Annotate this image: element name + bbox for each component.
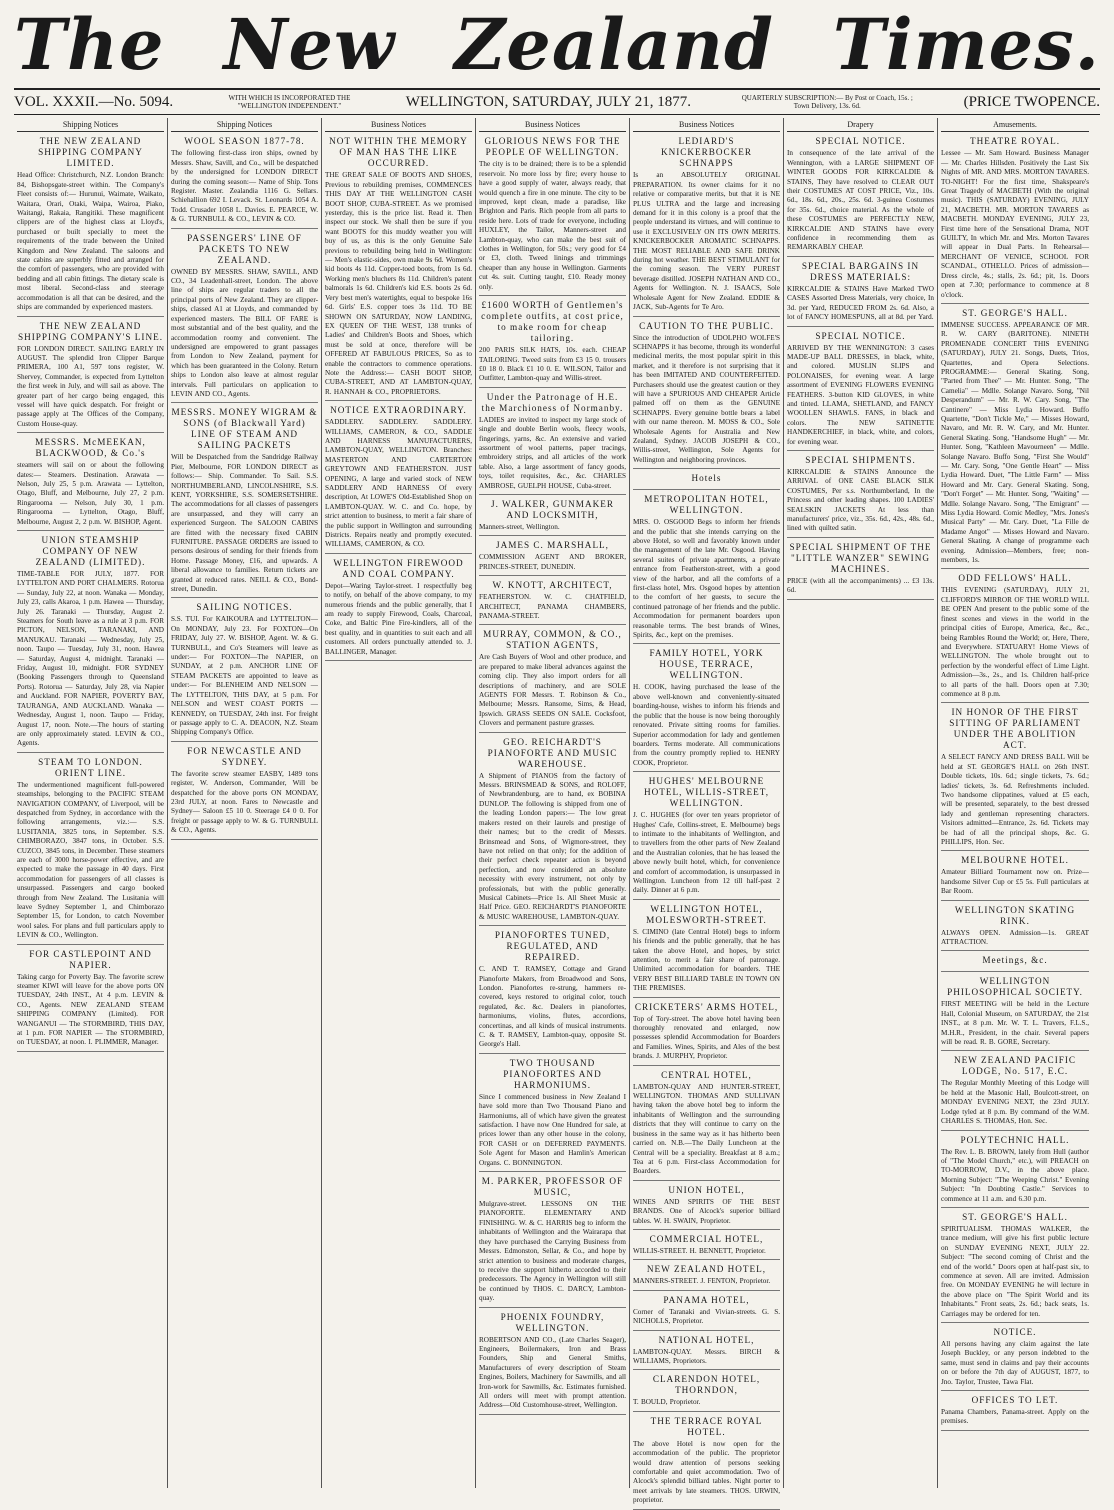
advertisement [941,976,1089,1051]
advertisement-heading: Under the Patronage of H.E. the Marchioness of Normanby. [481,391,624,413]
advertisement-heading: ST. GEORGE'S HALL. [962,307,1068,318]
advertisement [941,955,1089,972]
masthead-word: The [14,3,165,86]
masthead-word: Zealand [454,3,774,86]
advertisement-heading: J. WALKER, GUNMAKER AND LOCKSMITH, [491,498,614,520]
advertisement [479,136,626,296]
advertisement-body: The undermentioned magnificent full-powered steamships, belonging to the PACIFIC STEAM NAVIGATION COMPANY, of Liverpool, will be despatched from Sydney, in accordance with the following arrangements, viz.:— S.S. LUSITANIA, 3825 tons, in September. S.S. CHIMBORAZO, 3847 tons, in October. S.S. CUZCO, 3845 tons, in December. These steamers are each of 3000 horse-power effective, and are expected to make the passage in 40 days. First accommodation for passengers of all classes is unsurpassed. Passengers and cargo booked through from New Zealand. The Lusitania will leave Sydney September 1, and Chimborazo September 15, for London, to catch November wool sales. For plans and full particulars apply to LEVIN & CO., Wellington. [17,780,164,940]
advertisement [479,629,626,732]
advertisement [787,261,934,327]
advertisement-body: 200 PARIS SILK HATS, 10s. each. CHEAP TAILORING. Tweed suits from £3 15 0. trousers £0 18 0. Black £1 10 0. E. WILSON, Tailor and Outfitter, Lambton-quay and Willis-street. [479,346,626,383]
advertisement-heading: PANAMA HOTEL, [663,1294,750,1305]
advertisement [17,321,164,434]
advertisement-body: FOR LONDON DIRECT. SAILING EARLY IN AUGUST. The splendid Iron Clipper Barque PRIMERA, 100 A1, 597 tons register, W. Shervey, Commander, is expected from Lyttelton the first week in July, and will sail as above. The greater part of her cargo being engaged, this vessel will have quick despatch. For freight or passage apply at The Offices of the Company, Custom House-quay. [17,344,164,428]
advertisement [325,136,472,401]
advertisement [479,1176,626,1307]
column-5 [630,118,784,1505]
advertisement-heading: OFFICES TO LET. [971,1395,1059,1406]
advertisement [633,1185,780,1230]
advertisement-heading: NOTICE EXTRAORDINARY. [330,405,467,416]
advertisement-body: Will be Despatched from the Sandridge Railway Pier, Melbourne, FOR LONDON DIRECT as follows:— Ship. Commander. To Sail. S.S. NORTHUMBERLAND, LINCOLNSHIRE, S.S. KENT, YORKSHIRE, S.S. SOMERSETSHIRE. The accommodations for all classes of passengers are unsurpassed, and they will carry an experienced Surgeon. The SALOON CABINS are fitted with the necessary fixed CABIN FURNITURE. PASSAGE ORDERS are issued to persons desirous of sending for their friends from Home. Passage Money, £16, and upwards. A liberal allowance to families. Return tickets are granted at reduced rates. NEILL & CO., Bond-street, Dunedin. [171,453,318,594]
advertisement-body: SADDLERY. SADDLERY. SADDLERY. WILLIAMS, CAMERON, & CO., SADDLE AND HARNESS MANUFACTURERS, LAMBTON-QUAY, WELLINGTON. Branches: MASTERTON AND CARTERTON GREYTOWN AND FEATHERSTON. JUST OPENING, A large and varied stock of NEW SADDLERY AND HARNESS Of every description, At LOWE'S Old-Established Shop on LAMBTON-QUAY. W. C. and Co. hope, by strict attention to business, to merit a fair share of the public support in Wellington and surrounding Districts. Repairs neatly and promptly executed. WILLIAMS, CAMERON, & CO. [325,418,473,549]
advertisement-heading: WOOL SEASON 1877-78. [184,136,305,147]
advertisement [633,1234,780,1260]
advertisement-body: ROBERTSON AND CO., (Late Charles Seager), Engineers, Boilermakers, Iron and Brass Founders, Ship and General Smiths, Manufacturers of every description of Steam Engines, Boilers, Machinery for Sawmills, and all Iron-work for Sawmills, &c. Estimates furnished. All orders will meet with prompt attention. Address—Old Customhouse-street, Wellington. [479,1335,626,1410]
advertisement-heading: THE NEW ZEALAND SHIPPING COMPANY'S LINE. [17,320,164,342]
advertisement-body: Amateur Billiard Tournament now on. Prize—handsome Silver Cup or £5 5s. Full particulars at Bar Room. [941,868,1089,896]
advertisement [479,300,626,388]
advertisement [479,1058,626,1172]
advertisement-heading: ODD FELLOWS' HALL. [958,573,1072,584]
advertisement-heading: WELLINGTON FIREWOOD AND COAL COMPANY. [333,557,464,579]
advertisement [479,392,626,495]
advertisement [941,1395,1089,1431]
column-4 [476,118,630,1488]
advertisement-heading: POLYTECHNIC HALL. [960,1134,1070,1145]
advertisement-body: Corner of Taranaki and Vivian-streets. G. S. NICHOLLS, Proprietor. [633,1307,780,1326]
advertisement [479,580,626,625]
advertisement-heading: FOR CASTLEPOINT AND NAPIER. [29,948,152,970]
advertisement-body: In consequence of the late arrival of the Wennington, with a LARGE SHIPMENT OF WINTER GOODS FOR KIRKCALDIE & STAINS, They have resolved to CLEAR OUT their COSTUMES AT COST PRICE, Viz., 10s. 6d., 18s. 6d., 20s., 25s. 6d. 3-guinea Costumes for 35s. 6d., choice material. As the whole of these COSTUMES are PERFECTLY NEW, KIRKCALDIE AND STAINS have every confidence in recommending them as REMARKABLY CHEAP. [787,149,934,252]
advertisement-heading: MELBOURNE HOTEL. [961,855,1069,866]
advertisement-body: KIRKCALDIE & STAINS Announce the ARRIVAL of ONE CASE BLACK SILK COSTUMES, Per s.s. Northumberland, In the Princess and other leading shapes. 100 LADIES' SEALSKIN JACKETS At less than manufacturers' price, viz., 35s. 6d., 42s., 48s. 6d., lined with quilted satin. [787,467,934,533]
advertisement-body: LAMBTON-QUAY AND HUNTER-STREET, WELLINGTON. THOMAS AND SULLIVAN having taken the above hotel beg to inform the inhabitants of Wellington and the surrounding districts that they will continue to carry on the business in the same way as it has hitherto been carried on. N.B.—The Daily Luncheon at the Central will be a speciality. Breakfast at 8 a.m.; Tea at 6 p.m. First-class Accommodation for Boarders. [633,1082,780,1176]
advertisement-heading: CRICKETERS' ARMS HOTEL, [634,1001,779,1012]
advertisement-heading: WELLINGTON PHILOSOPHICAL SOCIETY. [947,976,1083,998]
advertisement-heading: NEW ZEALAND PACIFIC LODGE, No. 517, E.C. [953,1055,1077,1077]
advertisement-heading: NATIONAL HOTEL, [658,1334,755,1345]
advertisement-heading: M. PARKER, PROFESSOR OF MUSIC, [481,1176,624,1198]
section-heading: Business Notices [479,118,626,132]
advertisement [633,1002,780,1066]
advertisement-heading: MESSRS. MONEY WIGRAM & SONS (of Blackwall Yard) LINE OF STEAM AND SAILING PACKETS [171,407,318,451]
incorporated-note: WITH WHICH IS INCORPORATED THE "WELLINGTON INDEPENDENT." [228,94,351,110]
advertisement-body: WINES AND SPIRITS OF THE BEST BRANDS. One of Alcock's superior billiard tables. W. H. SWAIN, Proprietor. [633,1197,780,1225]
advertisement-heading: IN HONOR OF THE FIRST SITTING OF PARLIAMENT UNDER THE ABOLITION ACT. [949,707,1081,751]
advertisement-body: SPIRITUALISM. THOMAS WALKER, the trance medium, will give his first public lecture on SUNDAY EVENING NEXT, JULY 22. Subject: "The second coming of Christ and the end of the world." Doors open at half-past six, to commence at seven. All are invited. Admission free. On MONDAY EVENING he will lecture in the above place on "The Spirit World and its Inhabitants." Front seats, 2s. 6d.; back seats, 1s. Carriages may be ordered for ten. [941,1224,1089,1318]
advertisement-heading: PHOENIX FOUNDRY, WELLINGTON. [500,1311,605,1333]
advertisement [17,535,164,753]
advertisement [941,1327,1089,1391]
advertisement-heading: NEW ZEALAND HOTEL, [646,1264,767,1275]
advertisement-body: All persons having any claim against the late Joseph Buckley, or any person indebted to the same, must send in claims and pay their accounts on or before the 7th day of AUGUST, 1877, to Jno. Taylor, Trustee, Tawa Flat. [941,1340,1089,1386]
advertisement-body: PRICE (with all the accompaniments) ... £3 13s. 6d. [787,576,934,595]
advertisement-heading: SAILING NOTICES. [196,602,293,613]
advertisement-body: S. CIMINO (late Central Hotel) begs to inform his friends and the public generally, that he has taken the above Hotel, and hopes, by strict attention, to merit a fair share of patronage. Unlimited accommodation for boarders. THE VERY BEST BILLIARD TABLE IN TOWN ON THE PREMISES. [633,927,780,993]
advertisement-body: FEATHERSTON. W. C. CHATFIELD, ARCHITECT, PANAMA CHAMBERS, PANAMA-STREET. [479,593,626,620]
advertisement-heading: NOTICE. [993,1327,1037,1337]
advertisement-body: The Regular Monthly Meeting of this Lodge will be held at the Masonic Hall, Boulcott-street, on MONDAY EVENING NEXT, the 23rd JULY. Lodge tyled at 8 p.m. By command of the W.M. CHARLES S. THOMAS, Hon. Sec. [941,1079,1089,1126]
advertisement [633,648,780,772]
advertisement-body: The Rev. L. B. BROWN, lately from Hull (author of "The Model Church," etc.), will PREACH on TO-MORROW, D.V., in the above place. Morning Subject: "The Weeping Christ." Evening Subject: "In Doubting Castle." Services to commence at 11 a.m. and 6.30 p.m. [941,1147,1089,1203]
advertisement-heading: UNION STEAMSHIP COMPANY OF NEW ZEALAND (LIMITED). [35,535,146,567]
advertisement [633,776,780,900]
advertisement-body: A Shipment of PIANOS from the factory of Messrs. BRINSMEAD & SONS, and ROLOFF, of Newbrandenburg, are to hand, ex BOBINA DUNLOP. The following is shipped from one of the leading London papers:— The low great makers rested on their laurels and prestige of their names; but to the credit of Messrs. Brinsmead and Sons, of Wigmore-street, they have not relied on that only; for the addition of their perfect check repeater action is beyond perfection, and now considered an absolute necessity with every instrument, not only by professionals, but with the public generally. Musical Cabinets—Price 1s. All Sheet Music at Half Price. GEO. REICHARDT'S PIANOFORTE & MUSIC WAREHOUSE, LAMBTON-QUAY. [479,771,626,921]
column-6 [784,118,938,1488]
section-heading: Business Notices [633,118,780,132]
masthead-word: Times. [832,3,1100,86]
advertisement-heading: GLORIOUS NEWS FOR THE PEOPLE OF WELLINGTON. [484,136,621,158]
advertisement [633,1374,780,1411]
advertisement [171,233,318,404]
advertisement-body: The favorite screw steamer EASBY, 1489 tons register, W. Anderson, Commander, Will be despatched for the above ports ON MONDAY, 23rd JULY, at noon. Fares to Newcastle and Sydney— Saloon £5 10 0. Steerage £4 0 0. For freight or passage apply to W. & G. TURNBULL & CO., Agents. [171,769,318,835]
advertisement-heading: JAMES C. MARSHALL, [496,540,609,551]
column-2 [168,118,322,1488]
advertisement [941,1212,1089,1323]
volume-number: VOL. XXXII.—No. 5094. [14,93,174,110]
advertisement [479,930,626,1054]
advertisement-body: OWNED BY MESSRS. SHAW, SAVILL, AND CO., 34 Leadenhall-street, London. The above line of ships are regular traders to all the principal ports of New Zealand. They are clipper-ships, classed A1 at Lloyds, and commanded by experienced masters. The BILL OF FARE is most substantial and of the best quality, and the accommodation roomy and convenient. The undersigned are empowered to grant passages from London to New Zealand, payment for which has been guaranteed in the Colony. Return ships to London also leave at almost regular intervals. Full particulars on application to LEVIN AND CO., Agents. [171,267,318,398]
advertisement [633,1264,780,1290]
advertisement [17,757,164,945]
advertisement-body: MRS. O. OSGOOD Begs to inform her friends and the public that she intends carrying on the above Hotel, so well and favorably known under the management of the late Mr. Osgood. Having several suites of private apartments, a private entrance from Featherston-street, with a good view of the harbor, and all the comforts of a first-class hotel, Mrs. Osgood hopes by attention to the comfort of her guests, to secure the continued patronage of her friends and the public. Accommodation for permanent boarders upon reasonable terms. The best brands of Wines, Spirits, &c., kept on the premises. [633,518,780,640]
advertisement [941,1135,1089,1208]
advertisement-heading: CAUTION TO THE PUBLIC. [639,320,774,331]
advertisement-heading: SPECIAL NOTICE. [815,330,906,341]
section-heading: Business Notices [325,118,472,132]
masthead [14,4,1100,86]
masthead-word: New [223,3,396,86]
advertisement [941,707,1089,851]
advertisement-body: steamers will sail on or about the following dates:— Steamers. Destination. Arawata — Nelson, July 25, 5 p.m. Arawata — Lyttelton, Otago, Bluff, and Melbourne, July 27, 2 p.m. Ringarooma — Nelson, July 30, 1 p.m. Ringarooma — Lyttelton, Otago, Bluff, Melbourne, August 2, 2 p.m. W. BISHOP, Agent. [17,461,164,526]
advertisement-body: Since I commenced business in New Zealand I have sold more than Two Thousand Piano and Harmoniums, all of which have given the greatest satisfaction. I have now One Hundred for sale, at prices lower than any other house in the colony, FOR CASH or on DEFERRED PAYMENTS. Sole Agent for Mason and Hamlin's American Organs. C. BONNINGTON. [479,1092,626,1167]
advertisement-body: The city is to be drained; there is to be a splendid reservoir. No more loss by fire; every house to have a good supply of water, always ready, that would quench a fire in one minute. The city to be improved, kept clean, made a paradise, like Brighton and Paris. Rich people from all parts to reside here. Lots of trade for everyone, including HUXLEY, the Tailor, Manners-street and Lambton-quay, who can make the best suit of clothes in Wellington, for 50s.; very good for £4 or £3, cloth. Tweed linings and trimmings cheaper than any house in Wellington. Garments cut 4s. suit. Cutting taught, £10. Ready money only. [479,160,627,291]
advertisement [325,405,472,554]
advertisement [633,1416,780,1510]
advertisement [171,136,318,228]
column-1 [14,118,168,1488]
advertisement [17,437,164,531]
advertisement-body: COMMISSION AGENT AND BROKER, PRINCES-STREET, DUNEDIN. [479,553,626,571]
advertisement [633,1335,780,1371]
advertisement-body: T. BOULD, Proprietor. [633,1398,701,1407]
advertisement [171,746,318,840]
advertisement-body: LADIES are invited to inspect my large stock of single and double Berlin wools, fleecy wools, fingerings, yarns, &c. An extensive and varied assortment of wool patterns, paper tracings, embroidery strips, and all articles of the work table. Also, a large assortment of fancy goods, toys, toilet requisites, &c., &c. CHARLES AMBROSE, GUELPH HOUSE, Cuba-street. [479,415,626,490]
advertisement-heading: COMMERCIAL HOTEL, [649,1233,764,1244]
advertisement [941,136,1089,304]
advertisement-heading: GEO. REICHARDT'S PIANOFORTE AND MUSIC WAREHOUSE. [487,736,618,769]
advertisement-body: Is an ABSOLUTELY ORIGINAL PREPARATION. Its owner claims for it no relative or comparative merits, but that it is NE PLUS ULTRA and the large and increasing demand for it in this colony is a proof that the people understand its virtues, and will continue to use it EXCLUSIVELY ON ITS OWN MERITS. KNICKERBOCKER AROMATIC SCHNAPPS. THE MOST RELIABLE AND SAFE DRINK during hot weather. THE BEST STIMULANT for the coming season. The VERY PUREST beverage distilled. JOSEPH NATHAN AND CO., Agents for Wellington. N. J. ISAACS, Sole Wholesale Agent for New Zealand. EDDIE & JACK, Sub-Agents for Te Aro. [633,171,780,312]
advertisement-heading: WELLINGTON HOTEL, MOLESWORTH-STREET. [646,903,767,925]
advertisement [787,331,934,451]
advertisement-body: THIS EVENING (SATURDAY), JULY 21, CLIFFORD'S MIRROR OF THE WORLD WILL BE OPEN And present to the public some of the finest scenes and views in the world in the principal cities of Europe, America, &c., &c., being Rambles Round the World; or, Here, There, and Everywhere. STATUARY! Home Views of WELLINGTON. The whole brought out to perfection by the wonderful effect of Lime Light. Admission—3s., 2s., and 1s. Children half-price to all parts of the hall. Doors open at 7.30; commence at 8 p.m. [941,586,1089,698]
advertisement [633,1295,780,1331]
advertisement-body: Manners-street, Wellington. [479,522,560,531]
advertisement-body: S.S. TUI. For KAIKOURA and LYTTELTON—On MONDAY, July 23. For FOXTON—On FRIDAY, July 27. W. BISHOP, Agent. W. & G. TURNBULL, and Co's Steamers will leave as under:— For FOXTON—The NAPIER, on SUNDAY, at 2 p.m. ANCHOR LINE OF STEAM PACKETS are appointed to leave as under:— For BLENHEIM AND NELSON — The LYTTELTON, THIS DAY, at 5 p.m. For NELSON and WEST COAST PORTS —KENNEDY, on TUESDAY, 24th inst. For freight or passage apply to C. A. DEACON, N.Z. Steam Shipping Company's Office. [171,615,318,737]
advertisement-heading: PIANOFORTES TUNED, REGULATED, AND REPAIRED. [494,930,611,963]
advertisement-heading: NOT WITHIN THE MEMORY OF MAN HAS THE LIKE OCCURRED. [329,136,468,169]
advertisement [479,1312,626,1415]
advertisement-body: Head Office: Christchurch, N.Z. London Branch: 84, Bishopsgate-street within. The Company's Fleet consists of:— Hurunui, Waimate, Waikato, Waitara, Orari, Otaki, Waipa, Wairoa, Piako, Waitangi, Rakaia, Rangitiki. These magnificent clippers are of the highest class at Lloyd's, purchased or built specially to meet the requirements of the trade between the United Kingdom and New Zealand. The saloons and state cabins are superbly fitted and arranged for the comfort of passengers, who are provided with bedding and all cabin fittings. The dietary scale is most liberal. Second-class and steerage accommodation is all that can be desired, and the ships are commanded by experienced masters. [17,171,164,312]
advertisement [633,321,780,470]
advertisement [787,136,934,256]
advertisement-body: Taking cargo for Poverty Bay. The favorite screw steamer KIWI will leave for the above ports ON TUESDAY, 24th INST., At 4 p.m. LEVIN & CO., Agents. NEW ZEALAND STEAM SHIPPING COMPANY (Limited). FOR WANGANUI — The STORMBIRD, THIS DAY, at 1 p.m. FOR NAPIER — The STORMBIRD, on TUESDAY, at noon. I. PLIMMER, Manager. [17,972,164,1047]
advertisement-body: Depot—Waring Taylor-street. I respectfully beg to notify, on behalf of the above company, to my numerous friends and the public generally, that I am ready to supply Firewood, Coals, Charcoal, Coke, and Baltic Pine Fire-kindlers, all of the best quality, and in quantities to suit each and all customers. All orders punctually attended to. J. BALLINGER, Manager. [325,581,472,656]
section-heading: Shipping Notices [17,118,164,132]
advertisement-heading: SPECIAL NOTICE. [815,136,906,147]
advertisement-heading: Meetings, &c. [982,955,1048,966]
advertisement-body: Top of Tory-street. The above hotel having been thoroughly renovated and enlarged, now possesses splendid Accommodation for Boarders and Families. Wines, Spirits, and Ales of the best brands. J. MURPHY, Proprietor. [633,1014,780,1061]
advertisement [633,1070,780,1181]
advertisement-heading: CENTRAL HOTEL, [661,1069,752,1080]
advertisement-heading: METROPOLITAN HOTEL, WELLINGTON. [644,494,769,516]
column-7 [938,118,1092,1488]
advertisement-body: THE GREAT SALE OF BOOTS AND SHOES, Previous to rebuilding premises, COMMENCES THIS DAY AT THE WELLINGTON CASH BOOT SHOP, CUBA-STREET. As we promised yesterday, this is the price list. Read it. Then inspect our stock. We shall then be sure if you want BOOTS for this muddy weather you will buy of us, as this is the only Genuine Sale previous to rebuilding being held in Wellington:— Men's elastic-sides, own make 9s 6d. Women's kid boots 4s 11d. Copper-toed boots, from 1s 6d. Working men's bluchers 8s 11d. Children's patent balmorals 1s 6d. Children's kid E.S. boots 2s 6d. Very best men's watertights, equal to bespoke 16s 6d. Girls' E.S. copper toes 3s 11d. TO BE SHOWN ON SATURDAY, NOW LANDING, EX QUEEN OF THE WEST, 138 trunks of Ladies' and Children's Boots and Shoes, which must be sold at once, therefore will be OFFERED AT FABULOUS PRICES, So as to enable the contractors to commence operations. Note the Address:— CASH BOOT SHOP, CUBA-STREET, AND AT LAMBTON-QUAY, R. HANNAH & CO., PROPRIETORS. [325,171,472,396]
section-heading: Amusements. [941,118,1089,132]
advertisement [941,905,1089,952]
advertisement-heading: THE TERRACE ROYAL HOTEL. [650,1415,763,1437]
advertisement-heading: SPECIAL BARGAINS IN DRESS MATERIALS: [801,260,920,282]
advertisement-body: The following first-class iron ships, owned by Messrs. Shaw, Savill, and Co., will be despatched by the undersigned for LONDON DIRECT during the coming season:— Name of Ship. Tons Register. Master. Zealandia 1116 G. Sellars. Schiehallion 692 I. Levack. St. Leonards 1054 A. Todd. Crusader 1058 L. Davies. E. PEARCE, W. & G. TURNBULL & CO., LEVIN & CO. [171,149,318,224]
columns [14,118,1100,1505]
advertisement-heading: MESSRS. McMEEKAN, BLACKWOOD, & Co.'s [35,437,146,459]
advertisement-heading: £1600 WORTH of Gentlemen's complete outfits, at cost price, to make room for cheap tailoring. [481,300,624,344]
subscription-note: QUARTERLY SUBSCRIPTION:— By Post or Coach, 15s. ; Town Delivery, 13s. 6d. [741,94,913,110]
advertisement [479,499,626,536]
advertisement [787,455,934,538]
advertisement [17,136,164,316]
advertisement [633,494,780,644]
advertisement-heading: HUGHES' MELBOURNE HOTEL, WILLIS-STREET, WELLINGTON. [643,776,770,809]
advertisement-body: C. AND T. RAMSEY, Cottage and Grand Pianoforte Makers, from Broadwood and Sons, London. Pianofortes re-strung, hammers re-covered, keys restored to original color, touch regulated, &c. &c. Dealers in pianofortes, harmoniums, violins, flutes, accordions, concertinas, and all kinds of musical instruments. C. & T. RAMSEY, Lambton-quay, opposite St. George's Hall. [479,965,626,1049]
advertisement-body: WILLIS-STREET. H. BENNETT, Proprietor. [633,1246,766,1255]
advertisement-body: Since the introduction of UDOLPHO WOLFE'S SCHNAPPS it has become, through its wonderful medicinal merits, the most popular spirit in this market, and it therefore is not surprising that it has been IMITATED AND COUNTERFEITED. Purchasers should use the greatest caution or they will have a SPURIOUS AND CHEAPER Article palmed off on them as the GENUINE SCHNAPPS. Every genuine bottle bears a label with our name thereon. M. MOSS & CO., Sole Wholesale Agents for Australia and New Zealand, Sydney. JACOB JOSEPH & CO., Willis-street, Wellington, Sole Agents for Wellington and neighboring provinces. [633,333,780,464]
advertisement-body: ARRIVED BY THE WENNINGTON: 3 cases MADE-UP BALL DRESSES, in black, white, and colored. MUSLIN SLIPS and POLONAISES, for evening wear. A large assortment of EVENING FLOWERS EVENING FEATHERS. 3-button KID GLOVES, in white and tinted. LLAMA, SHETLAND, and FANCY WOOLLEN SHAWLS. FANS, in black and colors. The NEW SATINETTE HANDKERCHIEF, in black, white, and colors, for evening wear. [787,343,934,446]
advertisement-body: TIME-TABLE FOR JULY, 1877. FOR LYTTELTON AND PORT CHALMERS. Rotorua — Sunday, July 22, at noon. Wanaka — Monday, July 23, calls Akaroa, 1 p.m. Hawea — Thursday, July 26. Taranaki — Thursday, August 2. Steamers for South leave as a rule at 3 p.m. FOR PICTON, NELSON, TARANAKI, AND MANUKAU. Taranaki — Wednesday, July 25, noon. Taupo — Tuesday, July 31, noon. Hawea — Saturday, August 4, midnight. Taranaki — Friday, August 10, midnight. FOR SYDNEY (Booking Passengers through to Queensland Ports). Rotorua — Saturday, July 28, via Napier and Auckland. FOR NAPIER, POVERTY BAY, TAURANGA, AND AUCKLAND. Wanaka — Wednesday, August 1, noon. Taupo — Friday, August 17, noon. Note.—The hours of starting are only approximately stated. LEVIN & CO., Agents. [17,570,164,748]
advertisement-heading: FAMILY HOTEL, YORK HOUSE, TERRACE, WELLINGTON. [649,648,764,681]
advertisement-body: A SELECT FANCY AND DRESS BALL Will be held at ST. GEORGE'S HALL on 26th INST. Double tickets, 10s. 6d.; single tickets, 7s. 6d.; ladies' tickets, 3s. 6d. Refreshments included. Two handsome clippatines, valued at £5 each, will be presented, separately, to the best dressed lady and gentleman representing characters. Visitors admitted—Entrance, 2s. 6d. Tickets may be had of all the principal shops, &c. G. PHILLIPS, Hon. Sec. [941,753,1089,846]
advertisement-heading: W. KNOTT, ARCHITECT, [492,580,613,591]
advertisement-body: IMMENSE SUCCESS. APPEARANCE OF MR. R. W. CARY (BARITONE). NINETH PROMENADE CONCERT THIS EVENING (SATURDAY), JULY 21. Songs, Duets, Trios, Quartettes, and Opera Selections. PROGRAMME:— General Skating. Song, "Parted from Thee" — Mr. Hunter. Song, "The Camelia" — Mdlle. Solange Navaro. Song, "Nil Desperandum" — Mr. R. W. Cary. Song, "The Cantinere" — Miss Lydia Howard. Buffo Quartette, "Don't Tickle Me," — Misses Howard, Navaro, and Mr. R. W. Cary, and Mr. Hunter. General Skating. Song, "Handsome Hugh" — Mr. Hunter. Song, "Kathleen Mavourneen" — Mdlle. Solange Navaro. Buffo Song, "First She Would" — Mr. Cary. Song, "One Gentle Heart" — Miss Lydia Howard. Duet, "The Little Farm" — Miss Howard and Mr. Cary. General Skating. Song, "Don't Forget" — Mr. Hunter. Song, "Waiting" — Mdlle. Solange Navaro. Song, "The Emigrant" — Miss Lydia Howard. Comic Medley, "Mrs. Jones's Musical Party" — Mr. Cary. Duet, "La Fille de Madame Angot" — Misses Howard and Navaro. General Skating. A change of programme each evening. Admission—Members, free; non-members, 1s. [941,320,1089,565]
advertisement [941,308,1089,570]
advertisement [941,855,1089,900]
advertisement [171,602,318,741]
advertisement-heading: TWO THOUSAND PIANOFORTES AND HARMONIUMS. [503,1057,602,1090]
advertisement-body: Mulgrave-street. LESSONS ON THE PIANOFORTE. ELEMENTARY AND FINISHING. W. & C. HARRIS beg to inform the inhabitants of Wellington and the Wairarapa that they have purchased the Carrying Business from Messrs. Edmonston, Sellar, & Co., and hope by strict attention to business and moderate charges, to receive the support hitherto accorded to their predecessors. The Agency in Wellington will still be continued by THOS. C. DARCY, Lambton-quay. [479,1200,626,1303]
advertisement-body: MANNERS-STREET. J. FENTON, Proprietor. [633,1277,771,1286]
advertisement-body: ALWAYS OPEN. Admission—1s. GREAT ATTRACTION. [941,928,1089,947]
column-3 [322,118,476,1488]
advertisement [633,904,780,998]
section-heading: Shipping Notices [171,118,318,132]
advertisement-heading: SPECIAL SHIPMENT OF THE "LITTLE WANZER" SEWING MACHINES. [789,541,932,574]
advertisement-body: J. C. HUGHES (for over ten years proprietor of Hughes' Cafe, Collins-street, E. Melbourne) begs to intimate to the inhabitants of Wellington, and to travellers from the other parts of New Zealand and the Australian colonies, that he has leased the above newly built hotel, which, for convenience and comfort of accommodation, is unsurpassed in Wellington. Luncheon from 12 till half-past 2 daily. Dinner at 6 p.m. [633,811,780,895]
advertisement [787,542,934,600]
advertisement [941,1055,1089,1130]
advertisement [633,473,780,490]
advertisement [479,737,626,927]
advertisement-heading: MURRAY, COMMON, & CO., STATION AGENTS, [483,629,622,651]
advertisement [941,573,1089,703]
advertisement-heading: UNION HOTEL, [668,1184,745,1195]
advertisement-body: Are Cash Buyers of Wool and other produce, and are prepared to make liberal advances against the coming clip. They also import orders for all descriptions of machinery, and are SOLE AGENTS FOR Messrs. T. Robinson & Co., Melbourne; Messrs. Ransome, Sims, & Head, Ipswich. GRASS SEEDS ON SALE. Cocksfoot, Clovers and permanent pasture grasses. [479,653,626,728]
price: (PRICE TWOPENCE. [963,93,1100,110]
advertisement-heading: THE NEW ZEALAND SHIPPING COMPANY LIMITED. [38,136,143,169]
advertisement [479,540,626,576]
advertisement-body: KIRKCALDIE & STAINS Have Marked TWO CASES Assorted Dress Materials, very choice, In 3d. per Yard, REDUCED FROM 2s. 6d. Also, a lot of FANCY HOMESPUNS, all at 8d. per Yard. [787,284,934,322]
advertisement-body: The above Hotel is now open for the accommodation of the public. The proprietor would draw attention of persons seeking comfortable and quiet accommodation. Two of Alcock's splendid billiard tables. Night porter to meet arrivals by late steamers. THOS. URWIN, proprietor. [633,1439,780,1505]
advertisement-heading: THEATRE ROYAL. [969,136,1061,147]
advertisement-heading: Hotels [691,473,722,484]
advertisement-heading: WELLINGTON SKATING RINK. [954,904,1076,926]
advertisement-heading: ST. GEORGE'S HALL. [962,1211,1068,1222]
advertisement [325,558,472,661]
advertisement-heading: FOR NEWCASTLE AND SYDNEY. [187,745,302,767]
dateline [14,88,1100,115]
advertisement [17,949,164,1052]
advertisement-body: Lessee — Mr. Sam Howard. Business Manager — Mr. Charles Hillsden. Positively the Last Six Nights of MR. AND MRS. MORTON TAVARES. TO-NIGHT! For the first time, Shakspeare's Great Tragedy of MACBETH (With the original music). THIS (SATURDAY) EVENING, JULY 21, MACBETH. MR. MORTON TAVARES as MACBETH. MONDAY EVENING, JULY 23, First time here of the Sensational Drama, NOT GUILTY, In which Mr. and Mrs. Morton Tavares will appear in Dual Parts. In Rehearsal— MERCHANT OF VENICE, SCHOOL FOR SCANDAL, OTHELLO. Prices of admission—Dress circle, 4s.; stalls, 2s. 6d.; pit, 1s. Doors open at 7.30; performance to commence at 8 o'clock. [941,149,1089,299]
advertisement [171,407,318,598]
advertisement-body: FIRST MEETING will be held in the Lecture Hall, Colonial Museum, on SATURDAY, the 21st INST., at 8 p.m. Mr. W. T. L. Travers, F.L.S., M.H.R., President, in the chair. Several papers will be read. R. B. GORE, Secretary. [941,1000,1089,1047]
place-date: WELLINGTON, SATURDAY, JULY 21, 1877. [405,93,691,110]
section-heading: Drapery [787,118,934,132]
advertisement-body: LAMBTON-QUAY. Messrs. BIRCH & WILLIAMS, Proprietors. [633,1347,780,1365]
advertisement [633,136,780,316]
advertisement-heading: SPECIAL SHIPMENTS. [805,454,916,465]
advertisement-body: H. COOK, having purchased the lease of the above well-known and conveniently-situated boarding-house, wishes to inform his friends and the public that the house is now being thoroughly renovated. Private sitting rooms for families. Superior accommodation for lady and gentlemen boarders. Terms moderate. All communications from the country promptly replied to. HENRY COOK, Proprietor. [633,683,780,767]
advertisement-heading: CLARENDON HOTEL, THORNDON, [652,1374,761,1396]
advertisement-heading: LEDIARD'S KNICKERBOCKER SCHNAPPS [660,136,753,169]
advertisement-heading: STEAM TO LONDON. ORIENT LINE. [38,756,143,778]
advertisement-body: Panama Chambers, Panama-street. Apply on the premises. [941,1408,1089,1426]
advertisement-heading: PASSENGERS' LINE OF PACKETS TO NEW ZEALAND. [187,232,302,265]
